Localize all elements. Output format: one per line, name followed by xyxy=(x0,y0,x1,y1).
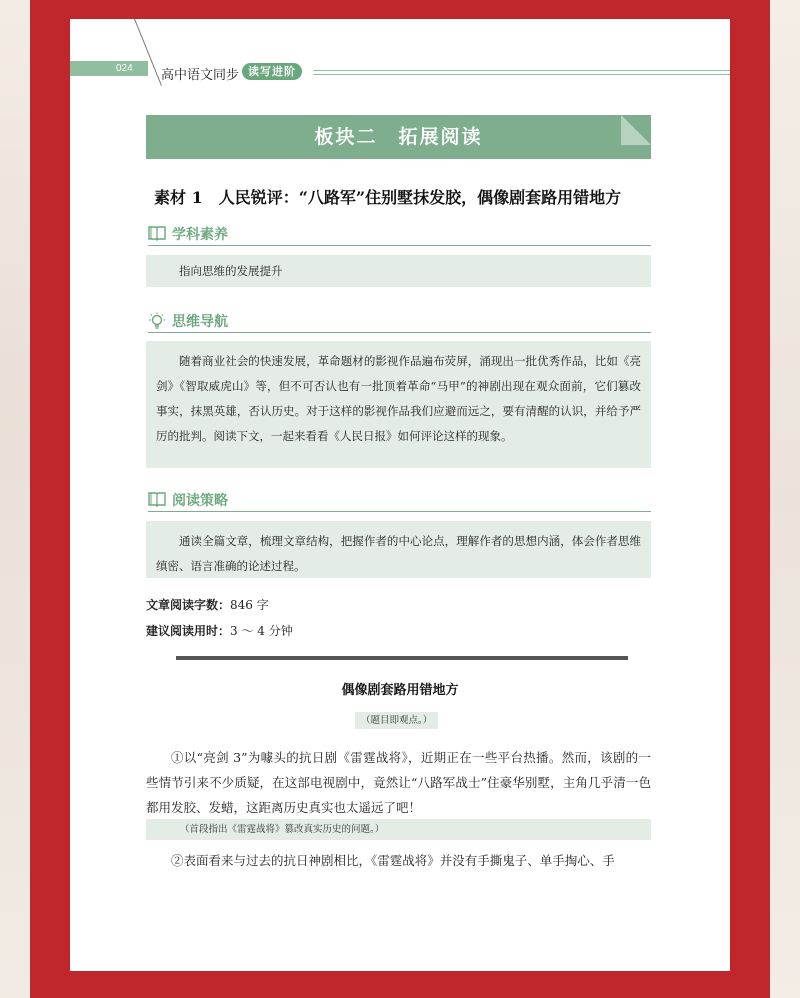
strategy-box xyxy=(146,521,651,578)
literacy-underline xyxy=(148,245,651,246)
strategy-header xyxy=(148,488,651,512)
page-number: 024 xyxy=(116,63,133,74)
guide-label: 思维导航 xyxy=(172,314,228,330)
guide-underline xyxy=(148,332,651,333)
article-title: 偶像剧套路用错地方 xyxy=(341,683,459,698)
guide-content: 随着商业社会的快速发展，革命题材的影视作品遍布荧屏，涌现出一批优秀作品，比如《亮剑》《智取威虎山》等，但不可否认也有一批顶着革命“马甲”的神剧出现在观众面前，它们篡改事实，抹黑英雄，否认历史。对于这样的影视作品我们应避而远之，要有清醒的认识，并给予严厉的批判。阅读下文，一起来看看《人民日报》如何评论这样的现象。 xyxy=(156,354,641,443)
header-rule-top xyxy=(313,70,730,71)
title-note: （题目即观点。） xyxy=(355,712,438,729)
strategy-content: 通读全篇文章，梳理文章结构，把握作者的中心论点，理解作者的思想内涵，体会作者思维缜密、语言准确的论述过程。 xyxy=(156,534,641,573)
material-title: 素材 1 人民锐评：“八路军”住别墅抹发胶，偶像剧套路用错地方 xyxy=(154,188,622,207)
lightbulb-icon xyxy=(148,312,166,330)
section-banner xyxy=(146,115,651,159)
book-page xyxy=(70,19,730,971)
reading-time xyxy=(146,622,293,639)
literacy-box xyxy=(146,255,651,287)
word-count-label: 文章阅读字数： xyxy=(146,598,231,612)
series-title: 高中语文同步 xyxy=(161,68,240,83)
book-icon xyxy=(148,491,166,507)
literacy-content: 指向思维的发展提升 xyxy=(179,264,283,278)
strategy-label: 阅读策略 xyxy=(172,493,228,509)
literacy-label: 学科素养 xyxy=(172,227,228,243)
paragraph-1: ①以“亮剑 3”为噱头的抗日剧《雷霆战将》，近期正在一些平台热播。然而，该剧的一些情节引来不少质疑，在这部电视剧中，竟然让“八路军战士”住豪华别墅，主角几乎清一色都用发胶、发蜡，这距离历史真实也太遥远了吧！ xyxy=(146,750,651,815)
series-badge: 读写进阶 xyxy=(242,63,302,80)
book-icon xyxy=(148,225,166,241)
page-number-bar xyxy=(70,61,148,76)
word-count-value: 846 字 xyxy=(230,598,269,612)
section-banner-title: 板块二 拓展阅读 xyxy=(314,126,483,148)
word-count xyxy=(146,596,269,613)
header-rule-bottom xyxy=(313,74,730,75)
reading-time-value: 3 ～ 4 分钟 xyxy=(230,624,293,638)
paragraph-2: ②表面看来与过去的抗日神剧相比，《雷霆战将》并没有手撕鬼子、单手掏心、手 xyxy=(171,853,615,868)
literacy-header xyxy=(148,222,651,246)
paragraph-1-note: （首段指出《雷霆战将》篡改真实历史的问题。） xyxy=(146,819,651,840)
guide-box xyxy=(146,341,651,468)
article-divider xyxy=(176,656,628,660)
reading-time-label: 建议阅读用时： xyxy=(146,624,231,638)
guide-header xyxy=(148,309,651,333)
strategy-underline xyxy=(148,511,651,512)
